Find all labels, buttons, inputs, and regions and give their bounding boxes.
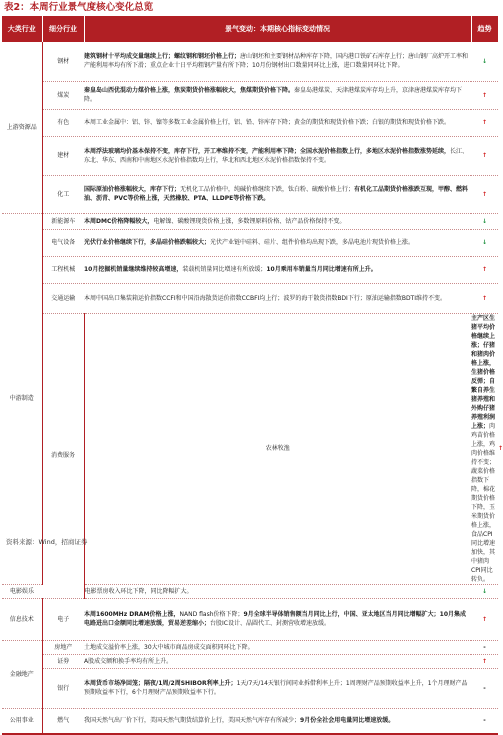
trend-up-icon: ↑: [471, 81, 498, 109]
table-row: [2, 175, 498, 213]
trend-down-icon: ↓: [471, 42, 498, 81]
industry-name: 电子: [42, 598, 84, 640]
change-text: 土地成交溢价率上涨，30大中城市商品房成交面积同环比下降。: [84, 640, 471, 654]
industry-name: 农林牧渔: [84, 313, 471, 584]
category-consumer: 消费服务: [42, 313, 84, 598]
trend-up-icon: ↑: [471, 256, 498, 283]
change-text: 本周1600MHz DRAM价格上涨，NAND flash价格下降；9月全球半导体销售额当月同比上行，中国、亚太地区当月同比增幅扩大；10月集成电路进出口金额同比增速放缓，贸易逆差缩小；台股IC设计、晶圆代工、封测营收增速放缓。: [84, 598, 471, 640]
header-sub: 细分行业: [42, 16, 84, 42]
change-text: 光伏行业价格继续下行，多晶硅价格跌幅较大；光伏产业链中硅料、硅片、组件价格均出现下跌，多晶电池片现货价格上涨。: [84, 229, 471, 256]
trend-up-icon: ↑: [471, 136, 498, 175]
header-major: 大类行业: [2, 16, 42, 42]
industry-name: 有色: [42, 109, 84, 136]
table-row: [2, 640, 498, 654]
header-row: [2, 16, 498, 42]
change-text: 本周货币市场净回笼；隔夜/1周/2周SHIBOR利率上升；1天/7天/14天银行间同业拆借利率上升；1周理财产品预期收益率上升，1个月理财产品预期收益率下行，6个月理财产品预期收益率下行。: [84, 668, 471, 708]
change-text: 国际原油价格涨幅较大，库存下行；无机化工品价格中，纯碱价格继续下跌，钛白粉、硫酸价格上行；有机化工品期货价格涨跌互现，甲醇、燃料油、沥青、PVC等价格上涨，天然橡胶、PTA、LLDPE等价格下跌。: [84, 175, 471, 213]
change-text: 10月挖掘机销量继续维持较高增速，装载机销量同比增速有所放缓；10月乘用车销量当月同比增速有所上升。: [84, 256, 471, 283]
category-midstream: 中游制造: [2, 213, 42, 584]
table-row: [2, 213, 498, 229]
change-text: 秦皇岛山西优混动力煤价格上涨，焦炭期货价格涨幅较大，焦煤期货价格下降。秦皇岛港煤炭、天津港煤炭库存均上升，京津唐港煤炭库存均下降。: [84, 81, 471, 109]
table-row: [2, 598, 498, 640]
table-row: [2, 136, 498, 175]
industry-name: 证券: [42, 654, 84, 668]
industry-name: 化工: [42, 175, 84, 213]
table-row: [2, 668, 498, 708]
category-finance: 金融地产: [2, 640, 42, 708]
industry-name: 交通运输: [42, 283, 84, 313]
industry-table: [2, 16, 503, 735]
change-text: 本周浮法玻璃均价基本保持不变，库存下行，开工率维持不变，产能利用率下降；全国水泥价格指数上行，多地区水泥价格指数涨势延续，长江、东北、华东、西南和中南地区水泥价格指数均上行，华北和西北地区水泥价格指数保持不变。: [84, 136, 471, 175]
trend-flat-icon: -: [471, 708, 498, 734]
industry-name: 电气设备: [42, 229, 84, 256]
industry-name: 房地产: [42, 640, 84, 654]
change-text: 电影票房收入环比下降，同比降幅扩大。: [84, 584, 471, 598]
trend-down-icon: ↓: [471, 584, 498, 598]
table-row: [2, 81, 498, 109]
source-note: 资料来源：Wind，招商证券: [6, 538, 88, 546]
header-trend: 趋势: [471, 16, 498, 42]
change-text: A股成交额和换手率均有所上升。: [84, 654, 471, 668]
trend-flat-icon: -: [471, 668, 498, 708]
category-upstream: 上游资源品: [2, 42, 42, 213]
trend-up-icon: ↑: [471, 654, 498, 668]
table-row: [2, 708, 498, 734]
change-text: 本周中国出口集装箱运价指数CCFI和中国沿海散货运价指数CCBFI均上行；波罗的海干散货指数BDI下行；原油运输指数BDTI维持不变。: [84, 283, 471, 313]
industry-name: 建材: [42, 136, 84, 175]
industry-name: 工程机械: [42, 256, 84, 283]
change-text: 本周DMC价格降幅较大，电解镍、碳酸锂现货价格上涨，多数锂原料价格、钴产品价格保持不变。: [84, 213, 471, 229]
change-text: 我国天然气出厂价下行，美国天然气期货结算价上行，美国天然气库存有所减少；9月份全社会用电量同比增速放缓。: [84, 708, 471, 734]
table-title: 表2：本周行业景气度核心变化总览: [4, 2, 154, 13]
category-utilities: 公用事业: [2, 708, 42, 734]
industry-name: 电影娱乐: [2, 584, 42, 598]
table-row: [2, 42, 498, 81]
table-row: [2, 229, 498, 256]
trend-flat-icon: -: [471, 640, 498, 654]
trend-up-icon: ↑: [471, 283, 498, 313]
change-text: 主产区生猪平均价格继续上涨；仔猪和猪肉价格上涨，生猪价格反弹；自繁自养生猪养殖和外购仔猪养殖利润上涨；肉鸡苗价格上涨，鸡肉价格维持不变；蔬菜价格指数下降，棉花期货价格下降，玉米期货价格上涨，食品CPI同比增速加快，其中猪肉CPI同比转负。: [471, 313, 498, 584]
table-row: 消费服务 农林牧渔 主产区生猪平均价格继续上涨；仔猪和猪肉价格上涨，生猪价格反弹；自繁自养生猪养殖和外购仔猪养殖利润上涨；肉鸡苗价格上涨，鸡肉价格维持不变；蔬菜价格指数下降，棉花期货价格下降，玉米期货价格上涨，食品CPI同比增速加快，其中猪肉CPI同比转负。 ↑: [2, 313, 498, 584]
trend-up-icon: ↑: [471, 598, 498, 640]
industry-name: 钢材: [42, 42, 84, 81]
industry-name: 煤炭: [42, 81, 84, 109]
change-text: 建筑钢材十平均成交量继续上行；螺纹钢和钢坯价格上行；唐山钢坯和主要钢材品种库存下降，国内港口铁矿石库存上行；唐山钢厂高炉开工率和产能利用率均有所下滑；重点企业十日平均粗钢产量有所下降；10月份钢材出口数量同环比上涨，进口数量同环比下降。: [84, 42, 471, 81]
trend-up-icon: ↑: [471, 109, 498, 136]
table-row: [2, 654, 498, 668]
table-row: [2, 109, 498, 136]
industry-name: 新能源车: [42, 213, 84, 229]
industry-name: 燃气: [42, 708, 84, 734]
change-text: 本周工业金属中：铝、锌、镍等多数工业金属价格上行，铝、铅、锌库存下降；黄金的期货和现货价格下跌；白银的期货和现货价格下跌。: [84, 109, 471, 136]
trend-down-icon: ↓: [471, 229, 498, 256]
trend-up-icon: ↑: [471, 175, 498, 213]
header-change: 景气变动：本期核心指标变动情况: [84, 16, 471, 42]
table-row: [2, 256, 498, 283]
trend-down-icon: ↓: [471, 213, 498, 229]
table-row: [2, 283, 498, 313]
category-tech: 信息技术: [2, 598, 42, 640]
industry-name: 银行: [42, 668, 84, 708]
